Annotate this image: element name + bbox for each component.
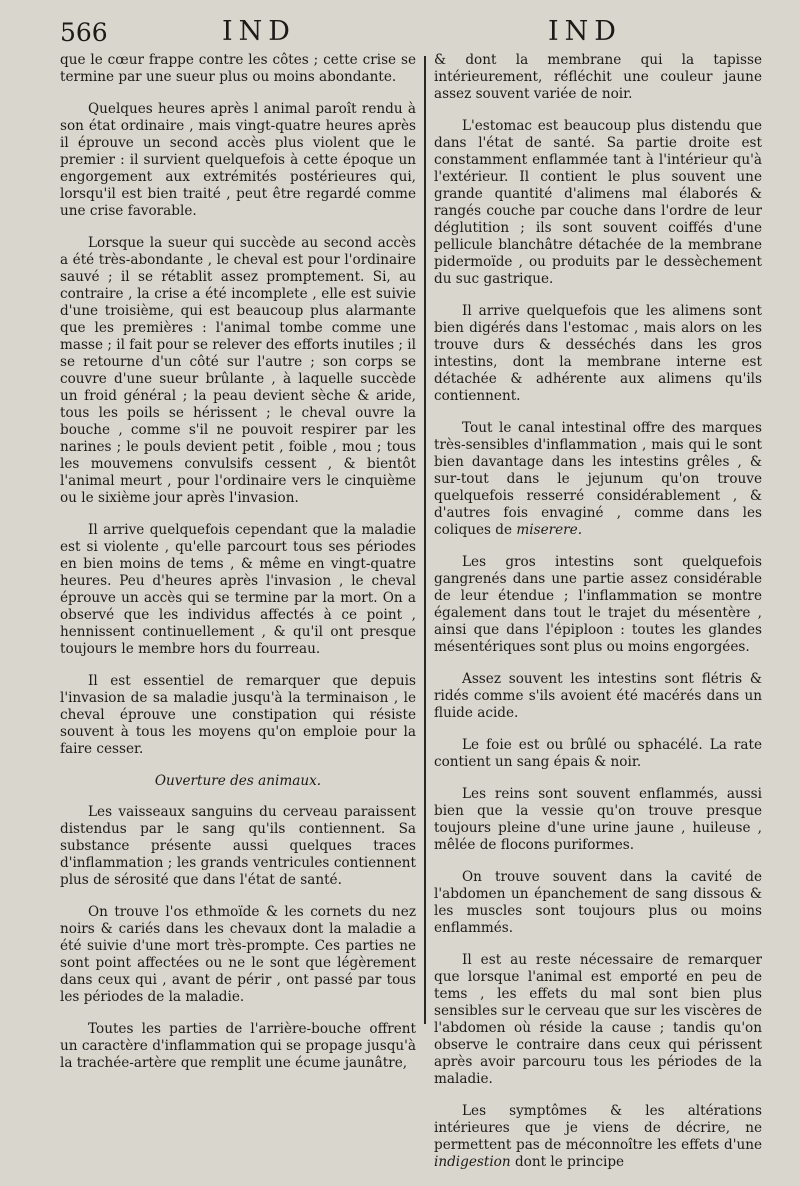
paragraph: On trouve souvent dans la cavité de l'abdomen un épanchement de sang dissous & les muscles sont toujours plus ou moins enflammés. [434, 869, 762, 936]
header-word-right: IND [548, 16, 622, 47]
paragraph [434, 420, 762, 539]
paragraph: Toutes les parties de l'arrière-bouche offrent un caractère d'inflammation qui se propage jusqu'à la trachée-artère que remplit une écume jaunâtre, [60, 1021, 416, 1071]
paragraph: Quelques heures après l animal paroît rendu à son état ordinaire , mais vingt-quatre heures après il éprouve un second accès plus violent que le premier : il survient quelquefois à cette époque un engorgement aux extrémités postérieures qui, lorsqu'il est bien traité , peut être regardé comme une crise favorable. [60, 101, 416, 219]
section-heading: Ouverture des animaux. [154, 773, 322, 789]
paragraph-text: Tout le canal intestinal offre des marques très-sensibles d'inflammation , mais qui le sont bien davantage dans les intestins grêles , & sur-tout dans le jejunum qu'on trouve quelquefois resserré considérablement , & d'autres fois envaginé , comme dans les coliques de [434, 420, 762, 538]
paragraph [434, 1103, 762, 1171]
paragraph: Il arrive quelquefois que les alimens sont bien digérés dans l'estomac , mais alors on les trouve durs & desséchés dans les gros intestins, dont la membrane interne est détachée & adhérente aux alimens qu'ils contiennent. [434, 303, 762, 404]
paragraph: L'estomac est beaucoup plus distendu que dans l'état de santé. Sa partie droite est constamment enflammée tant à l'intérieur qu'à l'extérieur. Il contient le plus souvent une grande quantité d'alimens mal élaborés & rangés couche par couche dans l'ordre de leur déglutition ; ils sont souvent coiffés d'une pellicule blanchâtre détachée de la membrane pidermoïde , ou produits par le dessèchement du suc gastrique. [434, 118, 762, 287]
paragraph: que le cœur frappe contre les côtes ; cette crise se termine par une sueur plus ou moins abondante. [60, 52, 416, 85]
paragraph-text: dont le principe [514, 1154, 625, 1170]
paragraph: Assez souvent les intestins sont flétris & ridés comme s'ils avoient été macérés dans un fluide acide. [434, 671, 762, 721]
paragraph: Le foie est ou brûlé ou sphacélé. La rate contient un sang épais & noir. [434, 737, 762, 770]
paragraph: Lorsque la sueur qui succède au second accès a été très-abondante , le cheval est pour l'ordinaire sauvé ; il se rétablit assez promptement. Si, au contraire , la crise a été incomplete , elle est suivie d'une troisième, qui est beaucoup plus alarmante que les premières : l'animal tombe comme une masse ; il fait pour se relever des efforts inutiles ; il se retourne d'un côté sur l'autre ; son corps se couvre d'une sueur brûlante , à laquelle succède un froid général ; la peau devient sèche & aride, tous les poils se hérissent ; le cheval ouvre la bouche , comme s'il ne pouvoit respirer par les narines ; le pouls devient petit , foible , mou ; tous les mouvemens convulsifs cessent , & bientôt l'animal meurt , pour l'ordinaire vers le cinquième ou le sixième jour après l'invasion. [60, 235, 416, 506]
left-column [60, 52, 416, 1087]
paragraph: Il arrive quelquefois cependant que la maladie est si violente , qu'elle parcourt tous ses périodes en bien moins de tems , & même en vingt-quatre heures. Peu d'heures après l'invasion , le cheval éprouve un accès qui se termine par la mort. On a observé que les individus affectés à ce point , hennissent continuellement , & qu'il ont presque toujours le membre hors du fourreau. [60, 522, 416, 657]
italic-term: miserere. [516, 522, 583, 538]
column-divider [424, 56, 426, 1024]
italic-term: indigestion [434, 1154, 511, 1170]
header-word-left: IND [222, 16, 296, 47]
paragraph: & dont la membrane qui la tapisse intérieurement, réfléchit une couleur jaune assez souvent variée de noir. [434, 52, 762, 102]
paragraph: Il est essentiel de remarquer que depuis l'invasion de sa maladie jusqu'à la terminaison , le cheval éprouve une constipation qui résiste souvent à tous les moyens qu'on emploie pour la faire cesser. [60, 673, 416, 757]
page-number: 566 [60, 18, 108, 47]
paragraph: Les reins sont souvent enflammés, aussi bien que la vessie qu'on trouve presque toujours pleine d'une urine jaune , huileuse , mêlée de flocons puriformes. [434, 786, 762, 853]
paragraph: Les vaisseaux sanguins du cerveau paraissent distendus par le sang qu'ils contiennent. Sa substance présente aussi quelques traces d'inflammation ; les grands ventricules contiennent plus de sérosité que dans l'état de santé. [60, 804, 416, 888]
running-header [0, 16, 800, 56]
paragraph: Les gros intestins sont quelquefois gangrenés dans une partie assez considérable de leur étendue ; l'inflammation se montre également dans tout le trajet du mésentère , ainsi que dans l'épiploon : toutes les glandes mésentériques sont plus ou moins engorgées. [434, 554, 762, 655]
right-column [434, 52, 762, 1186]
paragraph: On trouve l'os ethmoïde & les cornets du nez noirs & cariés dans les chevaux dont la maladie a été suivie d'une mort très-prompte. Ces parties ne sont point affectées ou ne le sont que légèrement dans ceux qui , avant de périr , ont passé par tous les périodes de la maladie. [60, 904, 416, 1005]
paragraph-text: Les symptômes & les altérations intérieures que je viens de décrire, ne permettent pas de méconnoître les effets d'une [434, 1103, 762, 1153]
paragraph: Il est au reste nécessaire de remarquer que lorsque l'animal est emporté en peu de tems , les effets du mal sont bien plus sensibles sur le cerveau que sur les viscères de l'abdomen où réside la cause ; tandis qu'on observe le contraire dans ceux qui périssent après avoir parcouru tous les périodes de la maladie. [434, 952, 762, 1087]
